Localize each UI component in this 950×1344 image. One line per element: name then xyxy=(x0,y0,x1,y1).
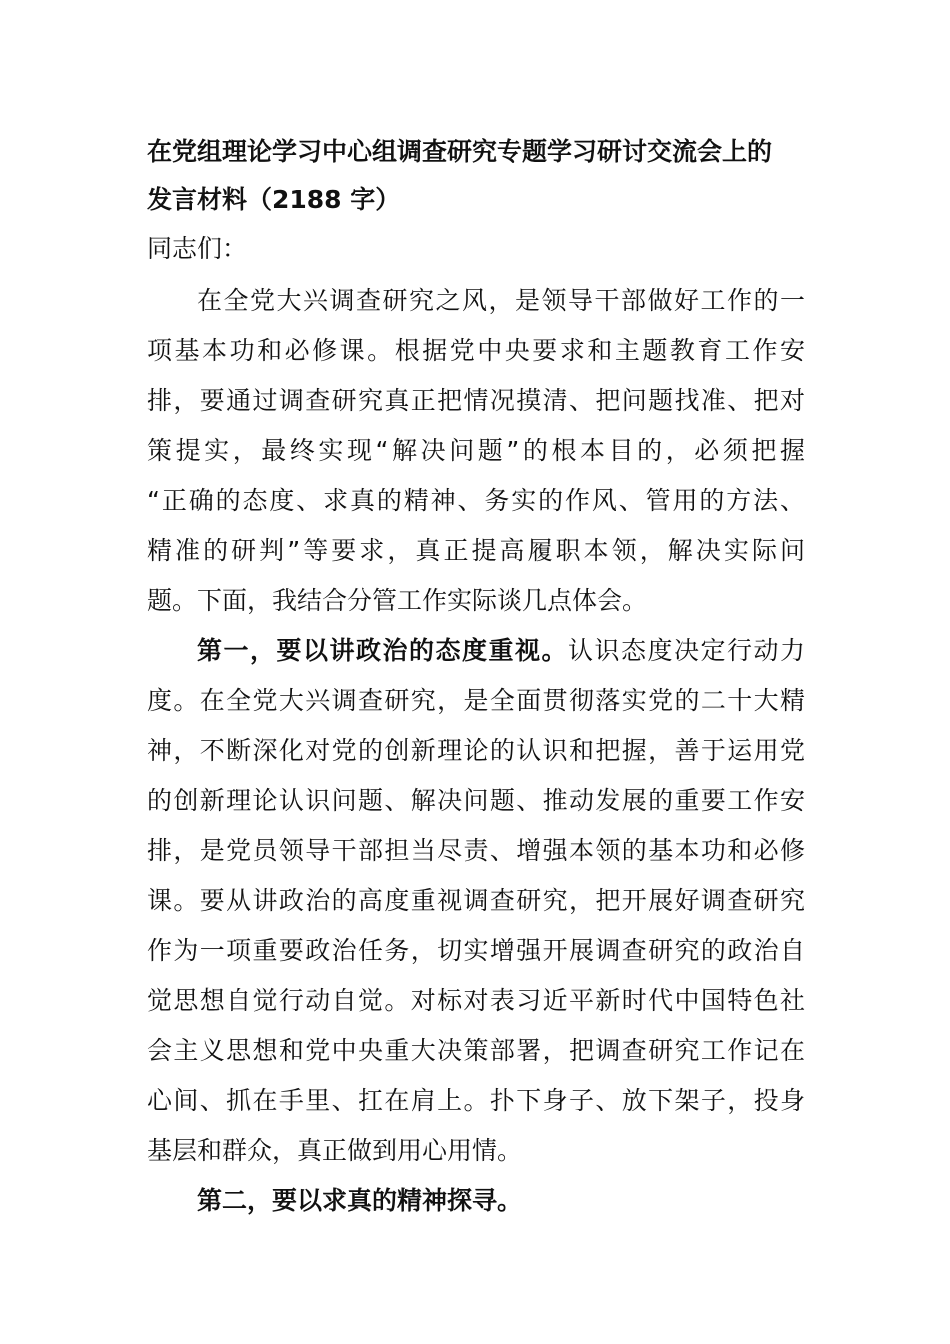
section1-line-8: 觉思想自觉行动自觉。对标对表习近平新时代中国特色社 xyxy=(147,986,805,1015)
section1-line-7: 作为一项重要政治任务，切实增强开展调查研究的政治自 xyxy=(147,936,805,965)
salutation: 同志们： xyxy=(147,234,248,263)
intro-line-5: “正确的态度、求真的精神、务实的作风、管用的方法、 xyxy=(147,486,805,515)
intro-line-3: 排，要通过调查研究真正把情况摸清、把问题找准、把对 xyxy=(147,386,805,415)
section1-line-10: 心间、抓在手里、扛在肩上。扑下身子、放下架子，投身 xyxy=(147,1086,805,1115)
section1-first-line-text: 认识态度决定行动力 xyxy=(567,636,805,665)
intro-line-2: 项基本功和必修课。根据党中央要求和主题教育工作安 xyxy=(147,336,805,365)
section1-line-5: 排，是党员领导干部担当尽责、增强本领的基本功和必修 xyxy=(147,836,805,865)
section1-line-2: 度。在全党大兴调查研究，是全面贯彻落实党的二十大精 xyxy=(147,686,805,715)
section1-line-9: 会主义思想和党中央重大决策部署，把调查研究工作记在 xyxy=(147,1036,805,1065)
section1-heading: 第一，要以讲政治的态度重视。 xyxy=(197,636,568,665)
intro-line-1: 在全党大兴调查研究之风，是领导干部做好工作的一 xyxy=(197,286,805,315)
intro-line-6: 精准的研判”等要求，真正提高履职本领，解决实际问 xyxy=(147,536,805,565)
document-title-line-1: 在党组理论学习中心组调查研究专题学习研讨交流会上的 xyxy=(147,137,773,166)
intro-line-4: 策提实，最终实现“解决问题”的根本目的，必须把握 xyxy=(147,436,805,465)
section2-heading: 第二，要以求真的精神探寻。 xyxy=(197,1186,523,1215)
intro-line-7: 题。下面，我结合分管工作实际谈几点体会。 xyxy=(147,586,648,615)
document-title-line-2: 发言材料（2188 字） xyxy=(147,185,401,214)
section1-first-line xyxy=(197,633,805,669)
section1-line-11: 基层和群众，真正做到用心用情。 xyxy=(147,1136,523,1165)
section1-line-6: 课。要从讲政治的高度重视调查研究，把开展好调查研究 xyxy=(147,886,805,915)
section1-line-3: 神，不断深化对党的创新理论的认识和把握，善于运用党 xyxy=(147,736,805,765)
section1-line-4: 的创新理论认识问题、解决问题、推动发展的重要工作安 xyxy=(147,786,805,815)
